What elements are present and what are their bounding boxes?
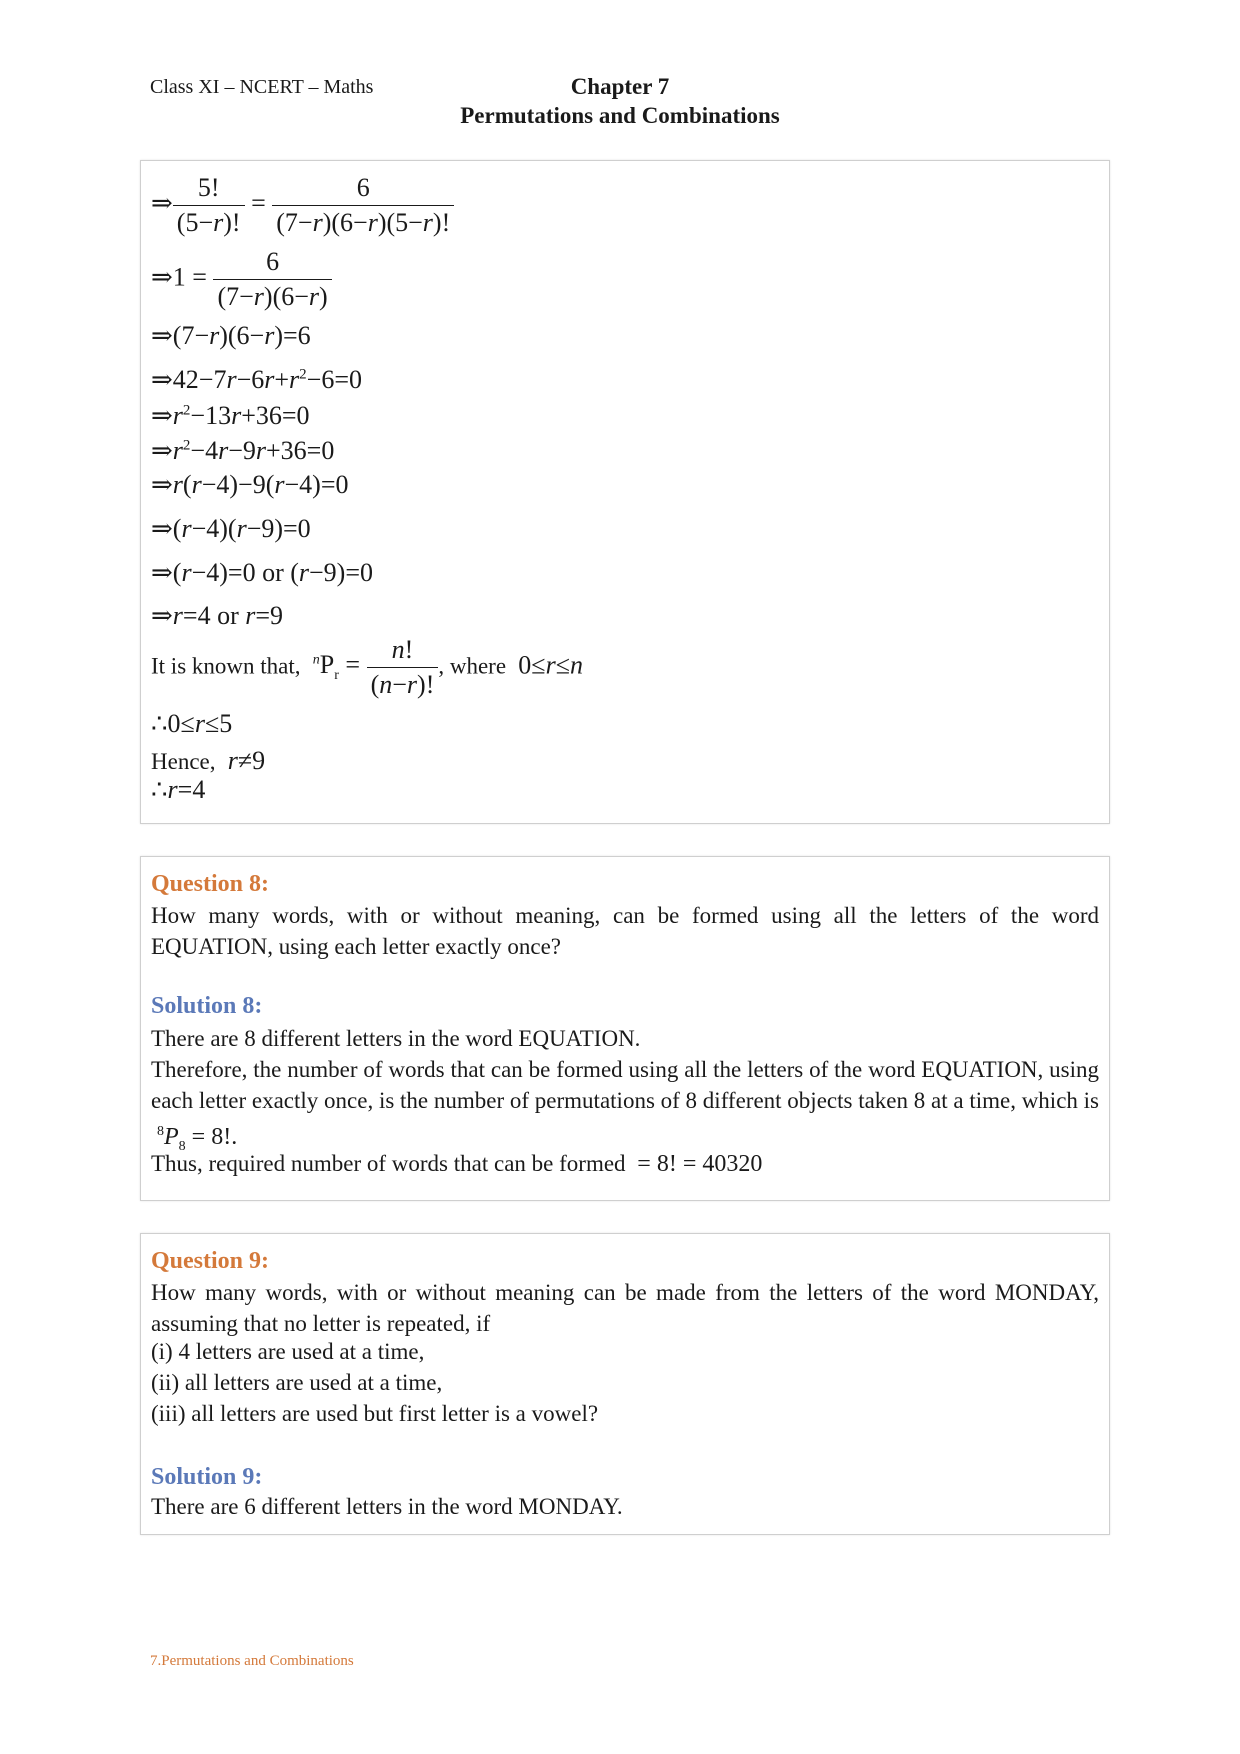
solution-7-continued-box <box>140 160 1110 824</box>
solution-8-label: Solution 8: <box>151 993 263 1019</box>
chapter-title: Permutations and Combinations <box>460 103 780 128</box>
solution-9-line-1: There are 6 different letters in the word MONDAY. <box>151 1494 623 1519</box>
hence-line: Hence, r≠9 <box>151 746 266 775</box>
equation-line-4: $\Rightarrow 42-7r-6r+r^2-6=0$ <box>151 365 362 394</box>
question-9-part-2: (ii) all letters are used at a time, <box>151 1370 443 1395</box>
equation-line-8: ⇒(r−4)(r−9)=0 <box>151 514 311 543</box>
question-9-box <box>140 1233 1110 1535</box>
chapter-number: Chapter 7 <box>570 74 670 99</box>
question-8-text: How many words, with or without meaning, can be formed using all the letters of the word EQUATION, using each letter exactly once? <box>151 903 1099 959</box>
formula-where-text: , where <box>438 653 507 679</box>
solution-8-line-3: Thus, required number of words that can be formed = 8! = 40320 <box>151 1151 763 1177</box>
solution-8-line-3-text: Thus, required number of words that can be formed <box>151 1151 626 1176</box>
solution-9-label: Solution 9: <box>151 1464 263 1490</box>
question-9-label: Question 9: <box>151 1248 270 1274</box>
equation-line-5: $\Rightarrow r^2-13r+36=0$ <box>151 401 310 430</box>
equation-line-6: $\Rightarrow r^2-4r-9r+36=0$ <box>151 436 335 465</box>
class-label: Class XI – NCERT – Maths <box>150 76 374 98</box>
equation-line-7: ⇒r(r−4)−9(r−4)=0 <box>151 470 349 499</box>
range-line: ∴0≤r≤5 <box>151 709 233 738</box>
question-9-text: How many words, with or without meaning can be made from the letters of the word MONDAY, assuming that no letter is repeated, if <box>151 1280 1099 1336</box>
equation-line-10: ⇒r=4 or r=9 <box>151 601 284 630</box>
page-footer: 7.Permutations and Combinations <box>150 1653 354 1669</box>
question-9-part-3: (iii) all letters are used but first letter is a vowel? <box>151 1401 599 1426</box>
equation-line-9: ⇒(r−4)=0 or (r−9)=0 <box>151 558 373 587</box>
chapter-heading <box>400 72 840 130</box>
solution-8-line-1: There are 8 different letters in the word EQUATION. <box>151 1026 641 1051</box>
permutation-formula-line: It is known that, $^nP_r$ = $\frac{n!}{(n-r)!}$ , where 0≤r≤n <box>151 635 583 699</box>
equation-line-2: ⇒1 = $\frac{6}{(7-r)(6-r)}$ <box>151 247 332 312</box>
question-8-label: Question 8: <box>151 871 270 897</box>
page-header <box>0 0 1240 150</box>
formula-intro-text: It is known that, <box>151 653 301 679</box>
answer-line: ∴r=4 <box>151 775 206 804</box>
equation-line-1: ⇒ $\frac{5!}{(5-r)!}$ = $\frac{6}{(7-r)(6-r)(5-r)!}$ <box>151 173 454 238</box>
question-8-box <box>140 856 1110 1201</box>
hence-label: Hence, <box>151 749 216 774</box>
question-9-part-1: (i) 4 letters are used at a time, <box>151 1339 425 1364</box>
solution-8-line-2-text: Therefore, the number of words that can be formed using all the letters of the word EQUATION, using each letter exactly once, is the number of permutations of 8 different objects taken 8 at a time, which is <box>151 1057 1099 1113</box>
solution-8-line-2: Therefore, the number of words that can be formed using all the letters of the word EQUATION, using each letter exactly once, is the number of permutations of 8 different objects taken 8 at a time, which is $^8P_8 = 8$!. <box>151 1057 1099 1154</box>
equation-line-3: ⇒(7−r)(6−r)=6 <box>151 321 311 350</box>
